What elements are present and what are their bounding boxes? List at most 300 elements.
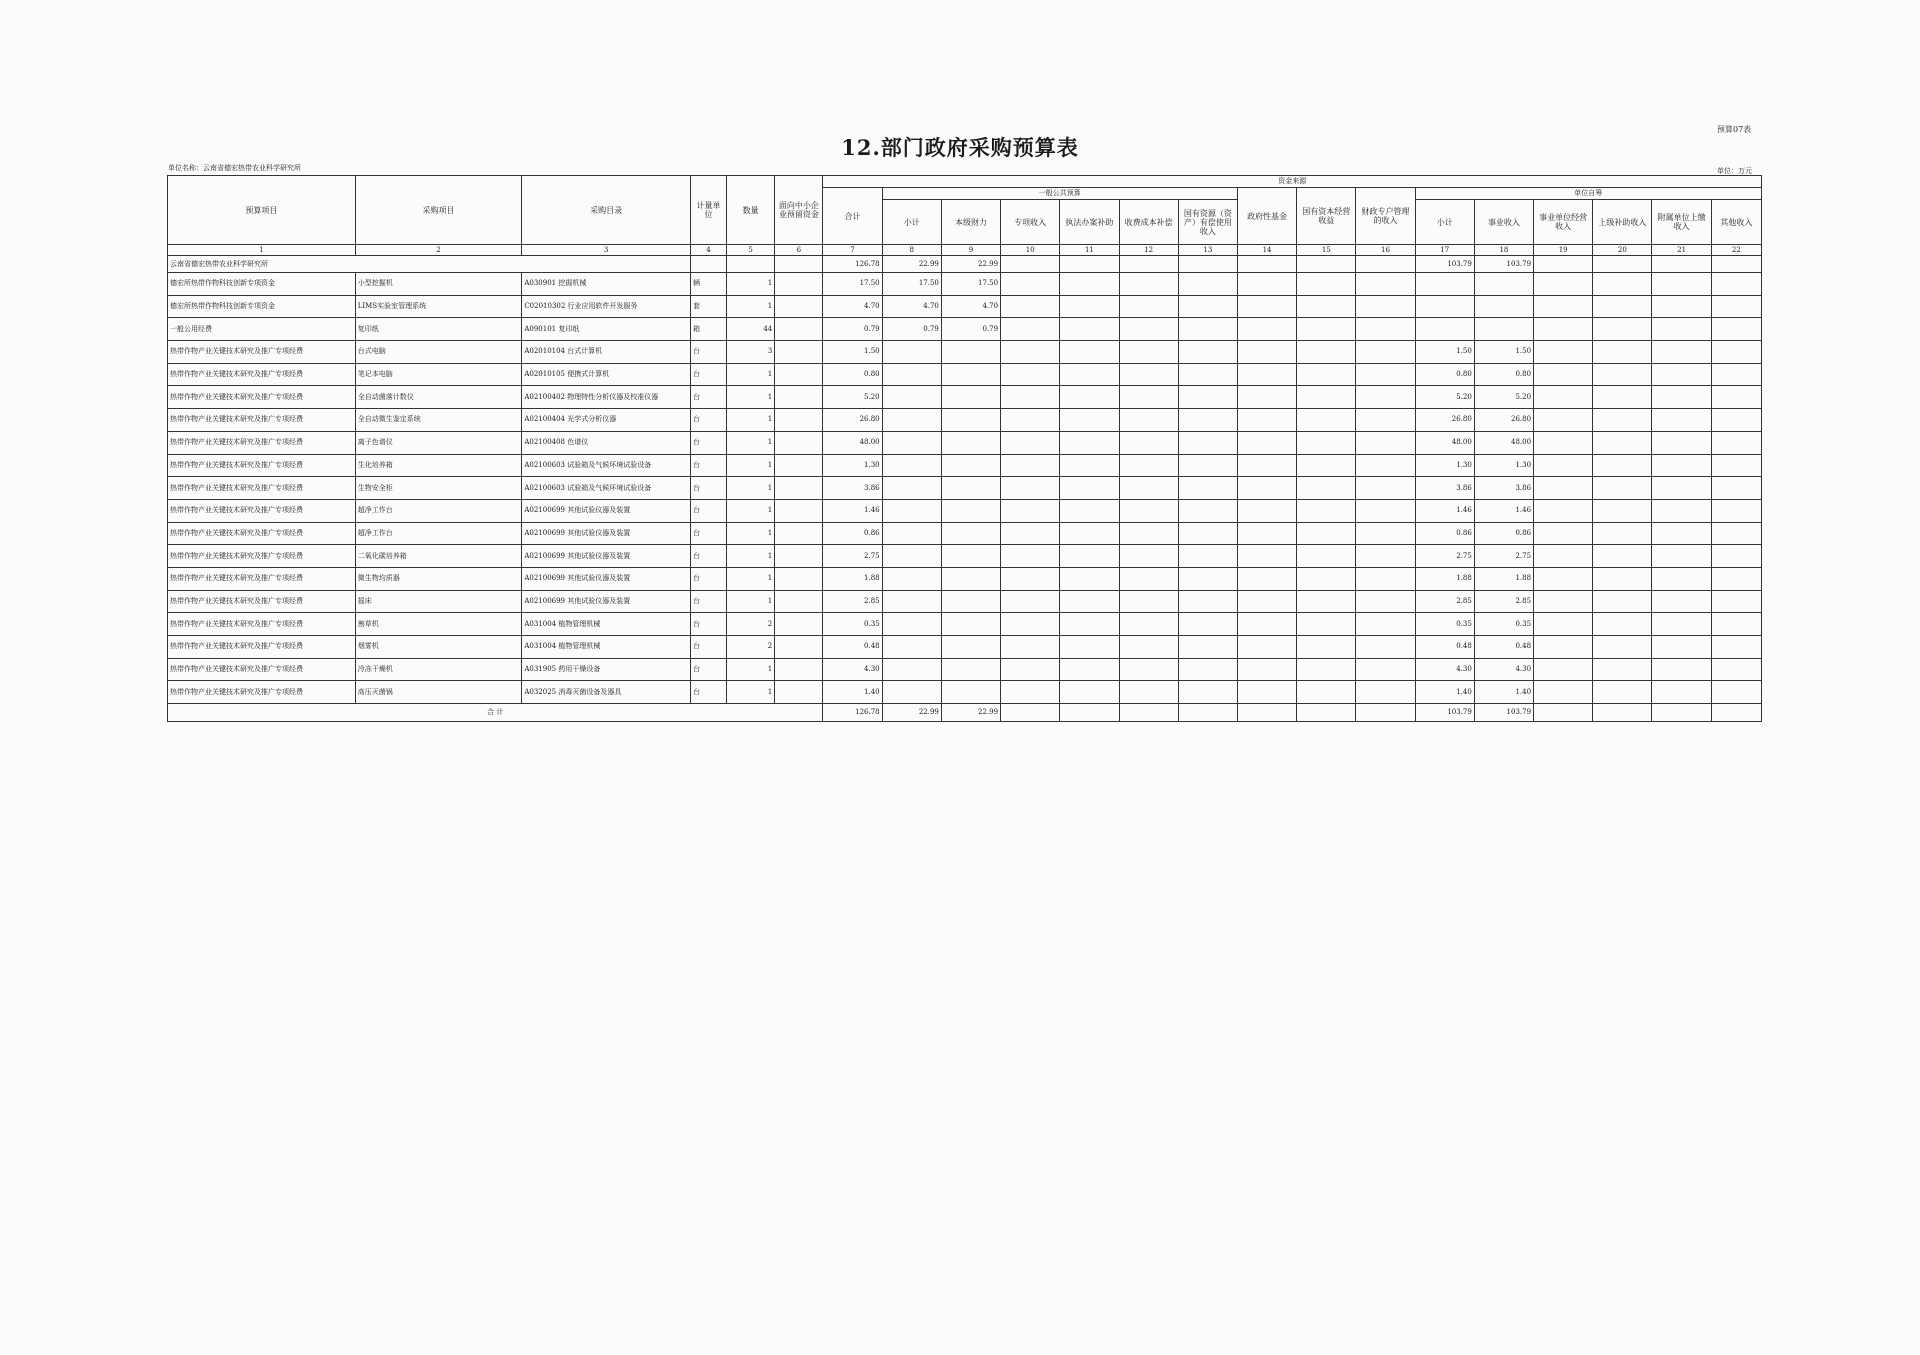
cell-business-income: 4.30 (1474, 658, 1533, 681)
empty-cell (1652, 545, 1711, 568)
cell-quantity: 1 (727, 273, 775, 296)
empty-cell (1297, 431, 1356, 454)
empty-cell (1060, 590, 1119, 613)
column-number: 9 (941, 245, 1000, 256)
cell-budget-project: 热带作物产业关键技术研究及推广专项经费 (168, 681, 356, 704)
total-label: 合 计 (168, 704, 823, 722)
cell-budget-project: 一般公用经费 (168, 318, 356, 341)
cell-self-subtotal: 4.30 (1415, 658, 1474, 681)
cell-unit: 套 (690, 295, 726, 318)
cell-total: 26.80 (823, 409, 882, 432)
cell-purchase-project: 割草机 (355, 613, 522, 636)
empty-cell (1297, 658, 1356, 681)
cell-purchase-project: 笔记本电脑 (355, 363, 522, 386)
org-total: 126.78 (823, 256, 882, 273)
col-enforcement-subsidy: 执法办案补助 (1060, 200, 1119, 245)
empty-cell (1534, 636, 1593, 659)
empty-cell (1534, 431, 1593, 454)
empty-cell (1001, 681, 1060, 704)
empty-cell (1001, 636, 1060, 659)
cell-total: 3.86 (823, 477, 882, 500)
cell-local-finance (941, 341, 1000, 364)
cell-unit: 台 (690, 477, 726, 500)
table-row (168, 295, 1762, 318)
cell-unit: 台 (690, 363, 726, 386)
cell-local-finance (941, 386, 1000, 409)
col-fee-compensation: 收费成本补偿 (1119, 200, 1178, 245)
empty-cell (1593, 636, 1652, 659)
cell-budget-project: 热带作物产业关键技术研究及推广专项经费 (168, 409, 356, 432)
page-title: 12.部门政府采购预算表 (841, 135, 1079, 160)
empty-cell (1297, 567, 1356, 590)
empty-cell (1534, 295, 1593, 318)
empty-cell (1593, 386, 1652, 409)
empty-cell (1711, 295, 1761, 318)
cell-quantity: 1 (727, 386, 775, 409)
cell-catalog: A02100699 其他试验仪器及装置 (522, 522, 691, 545)
empty-cell (775, 295, 823, 318)
cell-business-income: 0.48 (1474, 636, 1533, 659)
empty-cell (1534, 658, 1593, 681)
empty-cell (1001, 363, 1060, 386)
col-quantity: 数量 (727, 176, 775, 245)
empty-cell (775, 431, 823, 454)
cell-total: 1.50 (823, 341, 882, 364)
empty-cell (775, 386, 823, 409)
cell-purchase-project: 全自动微生鉴定系统 (355, 409, 522, 432)
cell-gen-subtotal (882, 681, 941, 704)
cell-local-finance: 0.79 (941, 318, 1000, 341)
empty-cell (1001, 545, 1060, 568)
empty-cell (775, 341, 823, 364)
empty-cell (1652, 590, 1711, 613)
empty-cell (1178, 567, 1237, 590)
col-state-capital-income: 国有资本经营收益 (1297, 188, 1356, 245)
column-number: 7 (823, 245, 882, 256)
cell-unit: 辆 (690, 273, 726, 296)
empty-cell (1237, 658, 1296, 681)
empty-cell (1356, 545, 1415, 568)
empty-cell (1178, 681, 1237, 704)
empty-cell (1001, 386, 1060, 409)
empty-cell (1001, 431, 1060, 454)
cell-quantity: 2 (727, 636, 775, 659)
total-local: 22.99 (941, 704, 1000, 722)
column-number: 16 (1356, 245, 1415, 256)
table-row (168, 454, 1762, 477)
cell-local-finance (941, 681, 1000, 704)
cell-self-subtotal: 26.80 (1415, 409, 1474, 432)
cell-unit: 台 (690, 567, 726, 590)
empty-cell (1001, 454, 1060, 477)
empty-cell (1652, 567, 1711, 590)
empty-cell (1652, 431, 1711, 454)
empty-cell (1356, 318, 1415, 341)
cell-total: 2.85 (823, 590, 882, 613)
empty-cell (1297, 545, 1356, 568)
column-number: 3 (522, 245, 691, 256)
empty-cell (1297, 386, 1356, 409)
cell-total: 1.30 (823, 454, 882, 477)
empty-cell (1178, 431, 1237, 454)
empty-cell (1178, 273, 1237, 296)
empty-cell (1001, 613, 1060, 636)
empty-cell (1711, 386, 1761, 409)
empty-cell (1593, 613, 1652, 636)
empty-cell (1593, 273, 1652, 296)
table-row (168, 386, 1762, 409)
empty-cell (1711, 341, 1761, 364)
col-total: 合计 (823, 188, 882, 245)
cell-purchase-project: 台式电脑 (355, 341, 522, 364)
column-number: 14 (1237, 245, 1296, 256)
column-number: 13 (1178, 245, 1237, 256)
table-row (168, 522, 1762, 545)
empty-cell (1237, 318, 1296, 341)
empty-cell (1652, 681, 1711, 704)
cell-budget-project: 热带作物产业关键技术研究及推广专项经费 (168, 545, 356, 568)
cell-gen-subtotal (882, 636, 941, 659)
col-general-budget: 一般公共预算 (882, 188, 1237, 200)
empty-cell (1001, 341, 1060, 364)
empty-cell (1237, 431, 1296, 454)
empty-cell (1237, 499, 1296, 522)
cell-self-subtotal: 1.40 (1415, 681, 1474, 704)
empty-cell (1237, 477, 1296, 500)
table-row (168, 363, 1762, 386)
empty-cell (1297, 636, 1356, 659)
empty-cell (1711, 454, 1761, 477)
empty-cell (1356, 341, 1415, 364)
cell-unit: 箱 (690, 318, 726, 341)
empty-cell (1237, 522, 1296, 545)
cell-catalog: A030901 挖掘机械 (522, 273, 691, 296)
empty-cell (1711, 273, 1761, 296)
empty-cell (775, 613, 823, 636)
empty-cell (1652, 454, 1711, 477)
empty-cell (1001, 477, 1060, 500)
col-sme-reserved: 面向中小企业预留资金 (775, 176, 823, 245)
empty-cell (1593, 409, 1652, 432)
cell-local-finance (941, 431, 1000, 454)
cell-purchase-project: 复印纸 (355, 318, 522, 341)
empty-cell (1297, 295, 1356, 318)
empty-cell (1356, 295, 1415, 318)
cell-business-income: 48.00 (1474, 431, 1533, 454)
empty-cell (1652, 499, 1711, 522)
cell-local-finance (941, 363, 1000, 386)
empty-cell (1060, 499, 1119, 522)
cell-quantity: 1 (727, 363, 775, 386)
empty-cell (1237, 545, 1296, 568)
cell-local-finance (941, 477, 1000, 500)
column-number: 15 (1297, 245, 1356, 256)
empty-cell (1593, 295, 1652, 318)
table-row (168, 567, 1762, 590)
table-row (168, 431, 1762, 454)
cell-business-income: 2.85 (1474, 590, 1533, 613)
empty-cell (775, 636, 823, 659)
empty-cell (775, 522, 823, 545)
empty-cell (1593, 477, 1652, 500)
col-special-income: 专项收入 (1001, 200, 1060, 245)
cell-gen-subtotal: 0.79 (882, 318, 941, 341)
cell-catalog: A02010105 便携式计算机 (522, 363, 691, 386)
cell-local-finance: 17.50 (941, 273, 1000, 296)
cell-self-subtotal (1415, 318, 1474, 341)
cell-business-income: 1.40 (1474, 681, 1533, 704)
cell-local-finance: 4.70 (941, 295, 1000, 318)
col-other-income: 其他收入 (1711, 200, 1761, 245)
cell-business-income: 1.30 (1474, 454, 1533, 477)
empty-cell (1356, 499, 1415, 522)
empty-cell (1178, 477, 1237, 500)
empty-cell (1534, 522, 1593, 545)
empty-cell (1356, 454, 1415, 477)
empty-cell (1652, 363, 1711, 386)
cell-unit: 台 (690, 409, 726, 432)
empty-cell (1652, 658, 1711, 681)
empty-cell (1356, 522, 1415, 545)
cell-catalog: A02100603 试验箱及气候环境试验设备 (522, 477, 691, 500)
cell-catalog: A031004 植物管理机械 (522, 613, 691, 636)
empty-cell (1237, 386, 1296, 409)
cell-self-subtotal: 1.30 (1415, 454, 1474, 477)
cell-catalog: A02100699 其他试验仪器及装置 (522, 567, 691, 590)
col-measure-unit: 计量单位 (690, 176, 726, 245)
col-self-subtotal: 小计 (1415, 200, 1474, 245)
cell-budget-project: 热带作物产业关键技术研究及推广专项经费 (168, 454, 356, 477)
empty-cell (1297, 318, 1356, 341)
cell-purchase-project: 小型挖掘机 (355, 273, 522, 296)
empty-cell (1119, 613, 1178, 636)
empty-cell (1297, 454, 1356, 477)
empty-cell (1060, 295, 1119, 318)
empty-cell (1356, 273, 1415, 296)
cell-total: 48.00 (823, 431, 882, 454)
cell-self-subtotal: 3.86 (1415, 477, 1474, 500)
col-local-finance: 本级财力 (941, 200, 1000, 245)
empty-cell (1178, 636, 1237, 659)
cell-budget-project: 热带作物产业关键技术研究及推广专项经费 (168, 477, 356, 500)
empty-cell (1178, 386, 1237, 409)
column-number: 10 (1001, 245, 1060, 256)
empty-cell (1356, 431, 1415, 454)
empty-cell (1711, 545, 1761, 568)
cell-purchase-project: 生化培养箱 (355, 454, 522, 477)
col-self-raised: 单位自筹 (1415, 188, 1761, 200)
empty-cell (1060, 273, 1119, 296)
empty-cell (1119, 454, 1178, 477)
cell-total: 5.20 (823, 386, 882, 409)
empty-cell (1534, 318, 1593, 341)
empty-cell (1534, 477, 1593, 500)
cell-unit: 台 (690, 454, 726, 477)
empty-cell (1119, 318, 1178, 341)
cell-gen-subtotal (882, 613, 941, 636)
cell-catalog: A02100699 其他试验仪器及装置 (522, 590, 691, 613)
empty-cell (775, 681, 823, 704)
cell-budget-project: 德宏所热带作物科技创新专项资金 (168, 273, 356, 296)
cell-business-income (1474, 295, 1533, 318)
table-row (168, 613, 1762, 636)
empty-cell (1001, 658, 1060, 681)
empty-cell (1711, 522, 1761, 545)
org-business: 103.79 (1474, 256, 1533, 273)
cell-local-finance (941, 613, 1000, 636)
cell-quantity: 1 (727, 567, 775, 590)
cell-budget-project: 热带作物产业关键技术研究及推广专项经费 (168, 499, 356, 522)
empty-cell (1297, 590, 1356, 613)
cell-budget-project: 德宏所热带作物科技创新专项资金 (168, 295, 356, 318)
cell-quantity: 44 (727, 318, 775, 341)
cell-local-finance (941, 545, 1000, 568)
empty-cell (1237, 454, 1296, 477)
cell-unit: 台 (690, 636, 726, 659)
cell-unit: 台 (690, 658, 726, 681)
empty-cell (1356, 409, 1415, 432)
cell-quantity: 1 (727, 409, 775, 432)
empty-cell (1593, 522, 1652, 545)
cell-catalog: A032025 消毒灭菌设备及器具 (522, 681, 691, 704)
table-row (168, 273, 1762, 296)
empty-cell (1593, 590, 1652, 613)
empty-cell (1356, 567, 1415, 590)
cell-budget-project: 热带作物产业关键技术研究及推广专项经费 (168, 658, 356, 681)
cell-business-income (1474, 273, 1533, 296)
empty-cell (1237, 613, 1296, 636)
cell-budget-project: 热带作物产业关键技术研究及推广专项经费 (168, 363, 356, 386)
cell-business-income: 3.86 (1474, 477, 1533, 500)
cell-gen-subtotal (882, 499, 941, 522)
cell-local-finance (941, 522, 1000, 545)
empty-cell (1060, 522, 1119, 545)
empty-cell (1711, 363, 1761, 386)
empty-cell (1178, 590, 1237, 613)
empty-cell (1534, 341, 1593, 364)
cell-total: 2.75 (823, 545, 882, 568)
table-row (168, 499, 1762, 522)
column-number: 19 (1534, 245, 1593, 256)
cell-quantity: 1 (727, 477, 775, 500)
total-gen-subtotal: 22.99 (882, 704, 941, 722)
cell-unit: 台 (690, 341, 726, 364)
org-local: 22.99 (941, 256, 1000, 273)
empty-cell (1711, 499, 1761, 522)
empty-cell (1119, 477, 1178, 500)
empty-cell (1178, 499, 1237, 522)
empty-cell (1711, 567, 1761, 590)
empty-cell (1593, 454, 1652, 477)
empty-cell (1178, 658, 1237, 681)
empty-cell (1593, 567, 1652, 590)
empty-cell (1237, 409, 1296, 432)
cell-unit: 台 (690, 681, 726, 704)
cell-quantity: 1 (727, 522, 775, 545)
cell-purchase-project: 超净工作台 (355, 499, 522, 522)
cell-unit: 台 (690, 590, 726, 613)
empty-cell (1711, 477, 1761, 500)
cell-business-income: 0.35 (1474, 613, 1533, 636)
empty-cell (775, 567, 823, 590)
cell-business-income: 0.86 (1474, 522, 1533, 545)
cell-total: 0.86 (823, 522, 882, 545)
col-gen-subtotal: 小计 (882, 200, 941, 245)
empty-cell (1711, 658, 1761, 681)
column-number: 1 (168, 245, 356, 256)
empty-cell (1534, 567, 1593, 590)
empty-cell (1652, 636, 1711, 659)
table-row (168, 477, 1762, 500)
empty-cell (1119, 341, 1178, 364)
cell-local-finance (941, 636, 1000, 659)
empty-cell (1119, 295, 1178, 318)
empty-cell (1652, 318, 1711, 341)
cell-catalog: A02010104 台式计算机 (522, 341, 691, 364)
table-row (168, 409, 1762, 432)
empty-cell (1178, 454, 1237, 477)
cell-total: 17.50 (823, 273, 882, 296)
empty-cell (1119, 636, 1178, 659)
cell-budget-project: 热带作物产业关键技术研究及推广专项经费 (168, 590, 356, 613)
cell-budget-project: 热带作物产业关键技术研究及推广专项经费 (168, 386, 356, 409)
empty-cell (1001, 567, 1060, 590)
cell-quantity: 1 (727, 499, 775, 522)
cell-total: 1.88 (823, 567, 882, 590)
cell-self-subtotal (1415, 295, 1474, 318)
cell-self-subtotal: 1.46 (1415, 499, 1474, 522)
cell-catalog: A031004 植物管理机械 (522, 636, 691, 659)
empty-cell (1119, 386, 1178, 409)
cell-local-finance (941, 590, 1000, 613)
empty-cell (1297, 522, 1356, 545)
col-gov-fund: 政府性基金 (1237, 188, 1296, 245)
col-fiscal-special-income: 财政专户管理的收入 (1356, 188, 1415, 245)
cell-purchase-project: 离子色谱仪 (355, 431, 522, 454)
cell-business-income (1474, 318, 1533, 341)
empty-cell (1060, 477, 1119, 500)
cell-business-income: 2.75 (1474, 545, 1533, 568)
unit-name: 单位名称：云南省德宏热带农业科学研究所 (168, 164, 301, 172)
empty-cell (1119, 590, 1178, 613)
empty-cell (1119, 567, 1178, 590)
column-number: 12 (1119, 245, 1178, 256)
column-number: 18 (1474, 245, 1533, 256)
cell-local-finance (941, 567, 1000, 590)
empty-cell (1652, 341, 1711, 364)
cell-catalog: C02010302 行业应用软件开发服务 (522, 295, 691, 318)
empty-cell (1060, 341, 1119, 364)
empty-cell (1356, 658, 1415, 681)
col-superior-subsidy: 上级补助收入 (1593, 200, 1652, 245)
table-row (168, 658, 1762, 681)
cell-gen-subtotal (882, 567, 941, 590)
cell-self-subtotal: 1.50 (1415, 341, 1474, 364)
empty-cell (1237, 590, 1296, 613)
cell-self-subtotal: 0.48 (1415, 636, 1474, 659)
cell-self-subtotal: 2.85 (1415, 590, 1474, 613)
cell-gen-subtotal (882, 454, 941, 477)
empty-cell (1297, 499, 1356, 522)
empty-cell (1178, 295, 1237, 318)
cell-self-subtotal: 0.80 (1415, 363, 1474, 386)
empty-cell (1178, 318, 1237, 341)
empty-cell (1060, 318, 1119, 341)
org-row (168, 256, 1762, 273)
empty-cell (1119, 363, 1178, 386)
cell-catalog: A090101 复印纸 (522, 318, 691, 341)
cell-local-finance (941, 499, 1000, 522)
